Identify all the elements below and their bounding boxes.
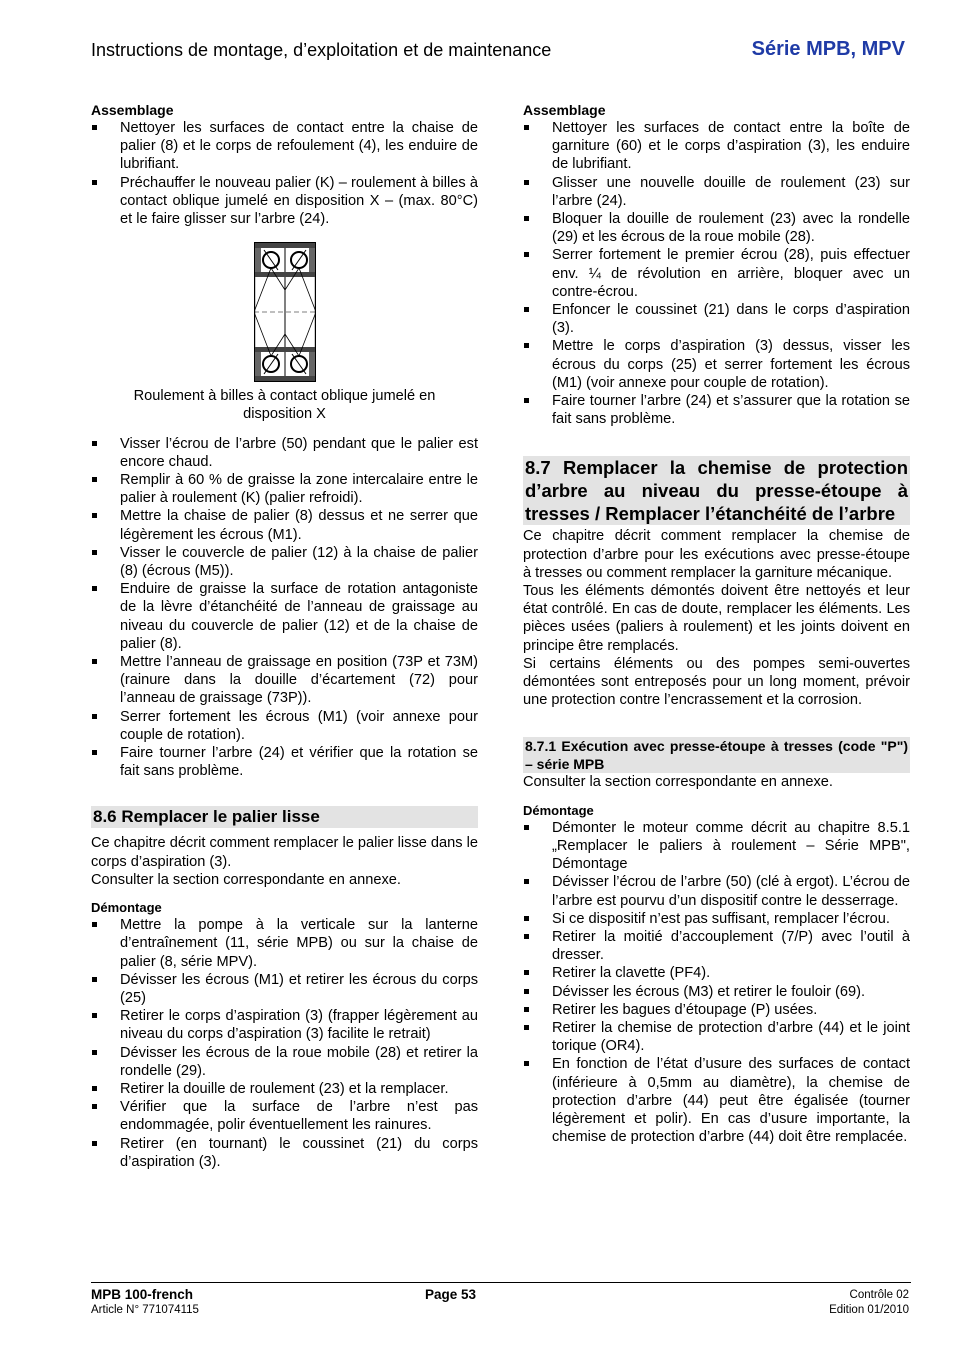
bullet-icon [524, 970, 529, 975]
bullet-icon [524, 398, 529, 403]
list-item-text: Visser le couvercle de palier (12) à la chaise de palier (8) (écrous (M5)). [120, 544, 478, 580]
list-item-text: Faire tourner l’arbre (24) et s’assurer que la rotation se fait sans problème. [552, 393, 910, 428]
bullet-icon [92, 1086, 97, 1091]
list-item-text: Bloquer la douille de roulement (23) avec la rondelle (29) et les écrous de la roue mobile (28). [552, 211, 910, 246]
header-series: Série MPB, MPV [751, 38, 905, 60]
bullet-icon [92, 1141, 97, 1146]
list-item-text: Retirer le corps d’aspiration (3) (frapper légèrement au niveau du corps d’aspiration (3) facilite le retrait) [120, 1008, 478, 1043]
list-item-text: Faire tourner l’arbre (24) et vérifier que la rotation se fait sans problème. [120, 745, 478, 780]
bullet-icon [92, 550, 97, 555]
bullet-icon [92, 586, 97, 591]
list-item-text: Retirer la chemise de protection d’arbre (44) et le joint torique (OR4). [552, 1019, 910, 1055]
list-item [91, 580, 478, 653]
list-item [91, 174, 478, 229]
bullet-icon [92, 441, 97, 446]
assemblage-heading-right: Assemblage [523, 102, 606, 118]
bullet-icon [92, 477, 97, 482]
list-item [523, 119, 910, 174]
list-item-text: Mettre le corps d’aspiration (3) dessus, visser les écrous du corps (25) et serrer fortement les écrous (M1) (voir annexe pour couple de rotation). [552, 338, 910, 391]
list-item-text: Retirer (en tournant) le coussinet (21) du corps d’aspiration (3). [120, 1135, 478, 1170]
bullet-icon [524, 216, 529, 221]
bullet-icon [524, 125, 529, 130]
bullet-icon [524, 1007, 529, 1012]
list-item [91, 471, 478, 507]
section-8-7-1-title: 8.7.1 Exécution avec presse-étoupe à tresses (code "P") – série MPB [525, 738, 908, 773]
section-8-7-paragraph-2: Tous les éléments démontés doivent être nettoyés et leur état contrôlé. En cas de doute, remplacer les éléments. Les pièces usées (paliers à roulement) et les joints doivent en principe être remplacés. [523, 583, 910, 654]
bullet-icon [524, 252, 529, 257]
section-8-6-text-1: Ce chapitre décrit comment remplacer le palier lisse dans le corps d’aspiration (3). [91, 835, 478, 870]
demontage-heading: Démontage [91, 900, 162, 916]
list-item-text: En fonction de l’état d’usure des surfaces de contact (inférieure à 0,5mm au diamètre), la chemise de protection d’arbre (44) peut être égalisée (tourner légèrement et polir). En cas d’usure importante, la chemise de protection d’arbre (44) doit être remplacée. [552, 1056, 910, 1146]
bullet-icon [524, 180, 529, 185]
list-item [523, 964, 910, 982]
list-item-text: Remplir à 60 % de graisse la zone intercalaire entre le palier à roulement (K) (palier refroidi). [120, 472, 478, 507]
section-8-6-text-2: Consulter la section correspondante en annexe. [91, 871, 401, 888]
assemblage-list-right [523, 119, 910, 428]
list-item-text: Dévisser l’écrou de l’arbre (50) (clé à ergot). L’écrou de l’arbre est pourvu d’un dispositif contre le desserrage. [552, 874, 910, 909]
list-item [523, 928, 910, 964]
assemblage-heading: Assemblage [91, 102, 174, 118]
list-item [91, 1080, 478, 1098]
list-item [91, 1007, 478, 1043]
list-item-text: Retirer la clavette (PF4). [552, 965, 711, 982]
bullet-icon [92, 750, 97, 755]
bullet-icon [92, 1104, 97, 1109]
bullet-icon [524, 1061, 529, 1066]
list-item [523, 1001, 910, 1019]
list-item-text: Mettre l’anneau de graissage en position (73P et 73M) (rainure dans la douille d’écartement (72) pour l’anneau de graissage (73P)). [120, 654, 478, 707]
bullet-icon [524, 989, 529, 994]
list-item [91, 435, 478, 471]
list-item-text: Enduire de graisse la surface de rotation antagoniste de la lèvre d’étanchéité de l’anneau de graissage au niveau du couvercle de palier (12) et de la chaise de palier (8). [120, 581, 478, 652]
list-item-text: Préchauffer le nouveau palier (K) – roulement à billes à contact oblique jumelé en disposition X – (max. 80°C) et le faire glisser sur l’arbre (24). [120, 174, 478, 228]
bullet-icon [92, 125, 97, 130]
section-8-7-title: 8.7 Remplacer la chemise de protection d’arbre au niveau du presse-étoupe à tresses / Remplacer l’étanchéité de l’arbre [525, 457, 908, 525]
page-header [91, 38, 911, 68]
footer-edition: Edition 01/2010 [829, 1304, 909, 1316]
list-item [91, 1098, 478, 1134]
list-item-text: Nettoyer les surfaces de contact entre la boîte de garniture (60) et le corps d’aspiration (3), les enduire de lubrifiant. [552, 120, 910, 173]
list-item-text: Démonter le moteur comme décrit au chapitre 8.5.1 „Remplacer le paliers à roulement – Série MPB", Démontage [552, 819, 910, 873]
list-item [523, 1019, 910, 1055]
list-item-text: Dévisser les écrous (M3) et retirer le fouloir (69). [552, 983, 866, 1000]
list-item-text: Enfoncer le coussinet (21) dans le corps d’aspiration (3). [552, 302, 910, 337]
list-item [523, 246, 910, 301]
section-8-7-1-text: Consulter la section correspondante en annexe. [523, 774, 833, 791]
list-item [523, 174, 910, 210]
footer-document: MPB 100-french [91, 1287, 194, 1302]
list-item-text: Visser l’écrou de l’arbre (50) pendant que le palier est encore chaud. [120, 435, 478, 470]
list-item [523, 392, 910, 428]
bullet-icon [92, 922, 97, 927]
list-item-text: Serrer fortement les écrous (M1) (voir annexe pour couple de rotation). [120, 708, 478, 743]
assemblage-list-continued [91, 435, 478, 781]
header-title: Instructions de montage, d’exploitation et de maintenance [91, 40, 552, 60]
demontage-heading-right: Démontage [523, 802, 594, 818]
footer-control: Contrôle 02 [849, 1289, 909, 1301]
list-item [523, 1055, 910, 1146]
list-item [91, 544, 478, 580]
list-item-text: Si ce dispositif n’est pas suffisant, remplacer l’écrou. [552, 910, 890, 927]
list-item [523, 337, 910, 392]
section-8-6-title: 8.6 Remplacer le palier lisse [91, 806, 478, 828]
list-item-text: Mettre la chaise de palier (8) dessus et ne serrer que légèrement les écrous (M1). [120, 508, 478, 543]
bullet-icon [524, 825, 529, 830]
left-column [91, 101, 478, 1171]
list-item [91, 916, 478, 971]
demontage-list [91, 916, 478, 1171]
list-item [91, 971, 478, 1007]
bullet-icon [524, 343, 529, 348]
list-item [91, 708, 478, 744]
list-item-text: Serrer fortement le premier écrou (28), puis effectuer env. ¼ de révolution en arrière, bloquer avec un contre-écrou. [552, 247, 910, 300]
footer-article-number: Article N° 771074115 [91, 1304, 199, 1316]
bullet-icon [524, 934, 529, 939]
bullet-icon [92, 659, 97, 664]
list-item [523, 910, 910, 928]
bullet-icon [92, 1013, 97, 1018]
list-item [91, 653, 478, 708]
bullet-icon [92, 513, 97, 518]
right-column [523, 101, 910, 1146]
angular-contact-bearing-drawing [254, 242, 316, 382]
section-8-7-paragraph-1: Ce chapitre décrit comment remplacer la chemise de protection d’arbre pour les exécutions avec presse-étoupe à tresses ou comment remplacer la garniture mécanique. [523, 528, 910, 581]
list-item [91, 507, 478, 543]
page-footer [91, 1282, 911, 1322]
list-item [523, 301, 910, 337]
figure-caption: Roulement à billes à contact oblique jumelé en disposition X [133, 388, 436, 423]
list-item [523, 819, 910, 874]
list-item [523, 873, 910, 909]
list-item-text: Nettoyer les surfaces de contact entre la chaise de palier (8) et le corps de refoulement (4), les enduire de lubrifiant. [120, 120, 478, 173]
demontage-list-right [523, 819, 910, 1147]
list-item-text: Dévisser les écrous de la roue mobile (28) et retirer la rondelle (29). [120, 1044, 478, 1079]
bullet-icon [92, 1050, 97, 1055]
list-item-text: Dévisser les écrous (M1) et retirer les écrous du corps (25) [120, 971, 478, 1006]
bullet-icon [92, 180, 97, 185]
list-item [523, 983, 910, 1001]
bullet-icon [524, 307, 529, 312]
list-item-text: Retirer la douille de roulement (23) et la remplacer. [120, 1080, 449, 1097]
list-item [91, 744, 478, 780]
bullet-icon [92, 714, 97, 719]
list-item-text: Mettre la pompe à la verticale sur la lanterne d’entraînement (11, série MPB) ou sur la chaise de palier (8, série MPV). [120, 917, 478, 970]
assemblage-list [91, 119, 478, 228]
bearing-figure [91, 242, 478, 423]
list-item [91, 119, 478, 174]
list-item [91, 1044, 478, 1080]
list-item-text: Glisser une nouvelle douille de roulement (23) sur l’arbre (24). [552, 174, 910, 209]
list-item [523, 210, 910, 246]
bullet-icon [524, 1025, 529, 1030]
list-item-text: Vérifier que la surface de l’arbre n’est pas endommagée, polir éventuellement les rainures. [120, 1099, 478, 1134]
list-item [91, 1135, 478, 1171]
bullet-icon [524, 879, 529, 884]
list-item-text: Retirer les bagues d’étoupage (P) usées. [552, 1001, 818, 1018]
list-item-text: Retirer la moitié d’accouplement (7/P) avec l’outil à dresser. [552, 928, 910, 964]
bullet-icon [524, 916, 529, 921]
footer-page-number: Page 53 [425, 1287, 477, 1302]
bullet-icon [92, 977, 97, 982]
section-8-7-paragraph-3: Si certains éléments ou des pompes semi-ouvertes démontées sont entreposés pour un long moment, prévoir une protection contre l’encrassement et la corrosion. [523, 655, 910, 709]
